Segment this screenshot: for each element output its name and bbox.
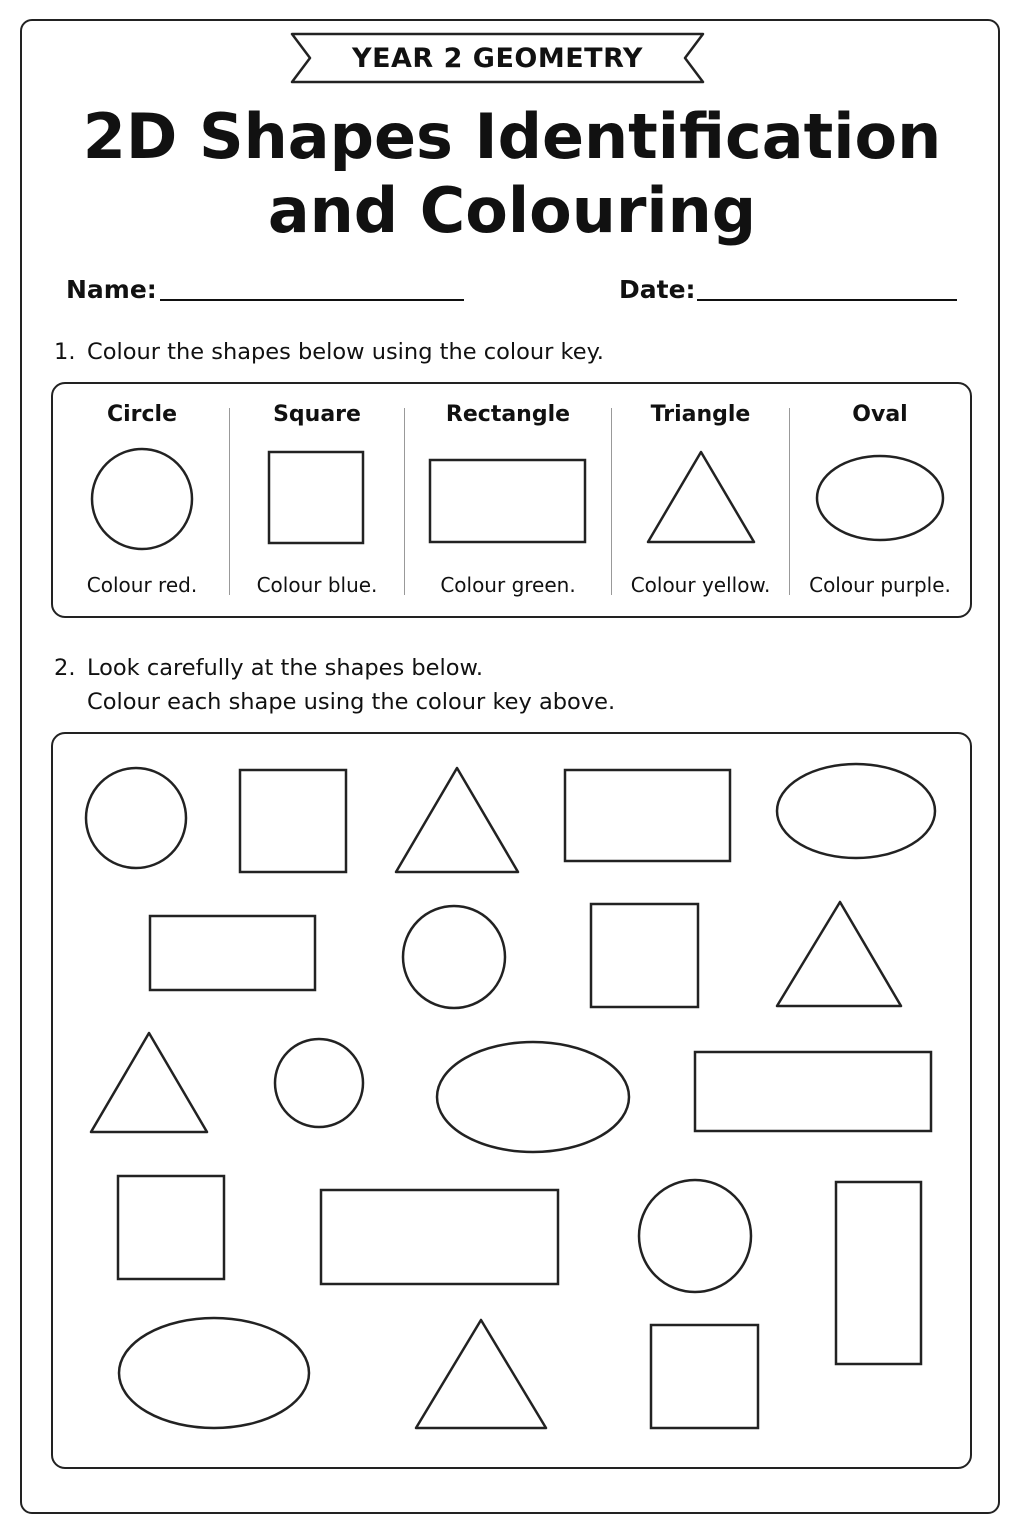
key-item-circle xyxy=(55,382,229,618)
title-line-2: and Colouring xyxy=(267,174,757,247)
key-caption: Colour yellow. xyxy=(630,573,771,597)
question-2-line-1: Look carefully at the shapes below. xyxy=(87,655,484,681)
question-1 xyxy=(54,335,604,369)
shapes-panel xyxy=(51,732,972,1469)
date-label: Date: xyxy=(619,275,696,304)
name-label: Name: xyxy=(66,275,157,304)
question-2-line-2: Colour each shape using the colour key above. xyxy=(87,689,616,715)
question-1-number: 1. xyxy=(54,339,76,365)
name-write-line[interactable] xyxy=(160,299,464,301)
key-item-rectangle xyxy=(405,382,611,618)
key-caption: Colour blue. xyxy=(256,573,378,597)
key-caption: Colour green. xyxy=(440,573,576,597)
key-caption: Colour red. xyxy=(86,573,198,597)
key-shape-name: Triangle xyxy=(650,402,751,427)
key-shape-name: Oval xyxy=(852,402,908,427)
question-1-text: Colour the shapes below using the colour key. xyxy=(87,339,604,365)
question-2 xyxy=(54,651,615,719)
question-2-number: 2. xyxy=(54,655,76,681)
title-line-1: 2D Shapes Identification xyxy=(82,100,942,173)
key-shape-name: Circle xyxy=(106,402,178,427)
key-caption: Colour purple. xyxy=(809,573,951,597)
key-shape-name: Square xyxy=(273,402,361,427)
banner-label: YEAR 2 GEOMETRY xyxy=(352,42,643,74)
key-item-triangle xyxy=(612,382,789,618)
date-write-line[interactable] xyxy=(697,299,957,301)
key-item-oval xyxy=(790,382,970,618)
page-title xyxy=(40,100,984,248)
key-shape-name: Rectangle xyxy=(445,402,571,427)
key-item-square xyxy=(230,382,404,618)
